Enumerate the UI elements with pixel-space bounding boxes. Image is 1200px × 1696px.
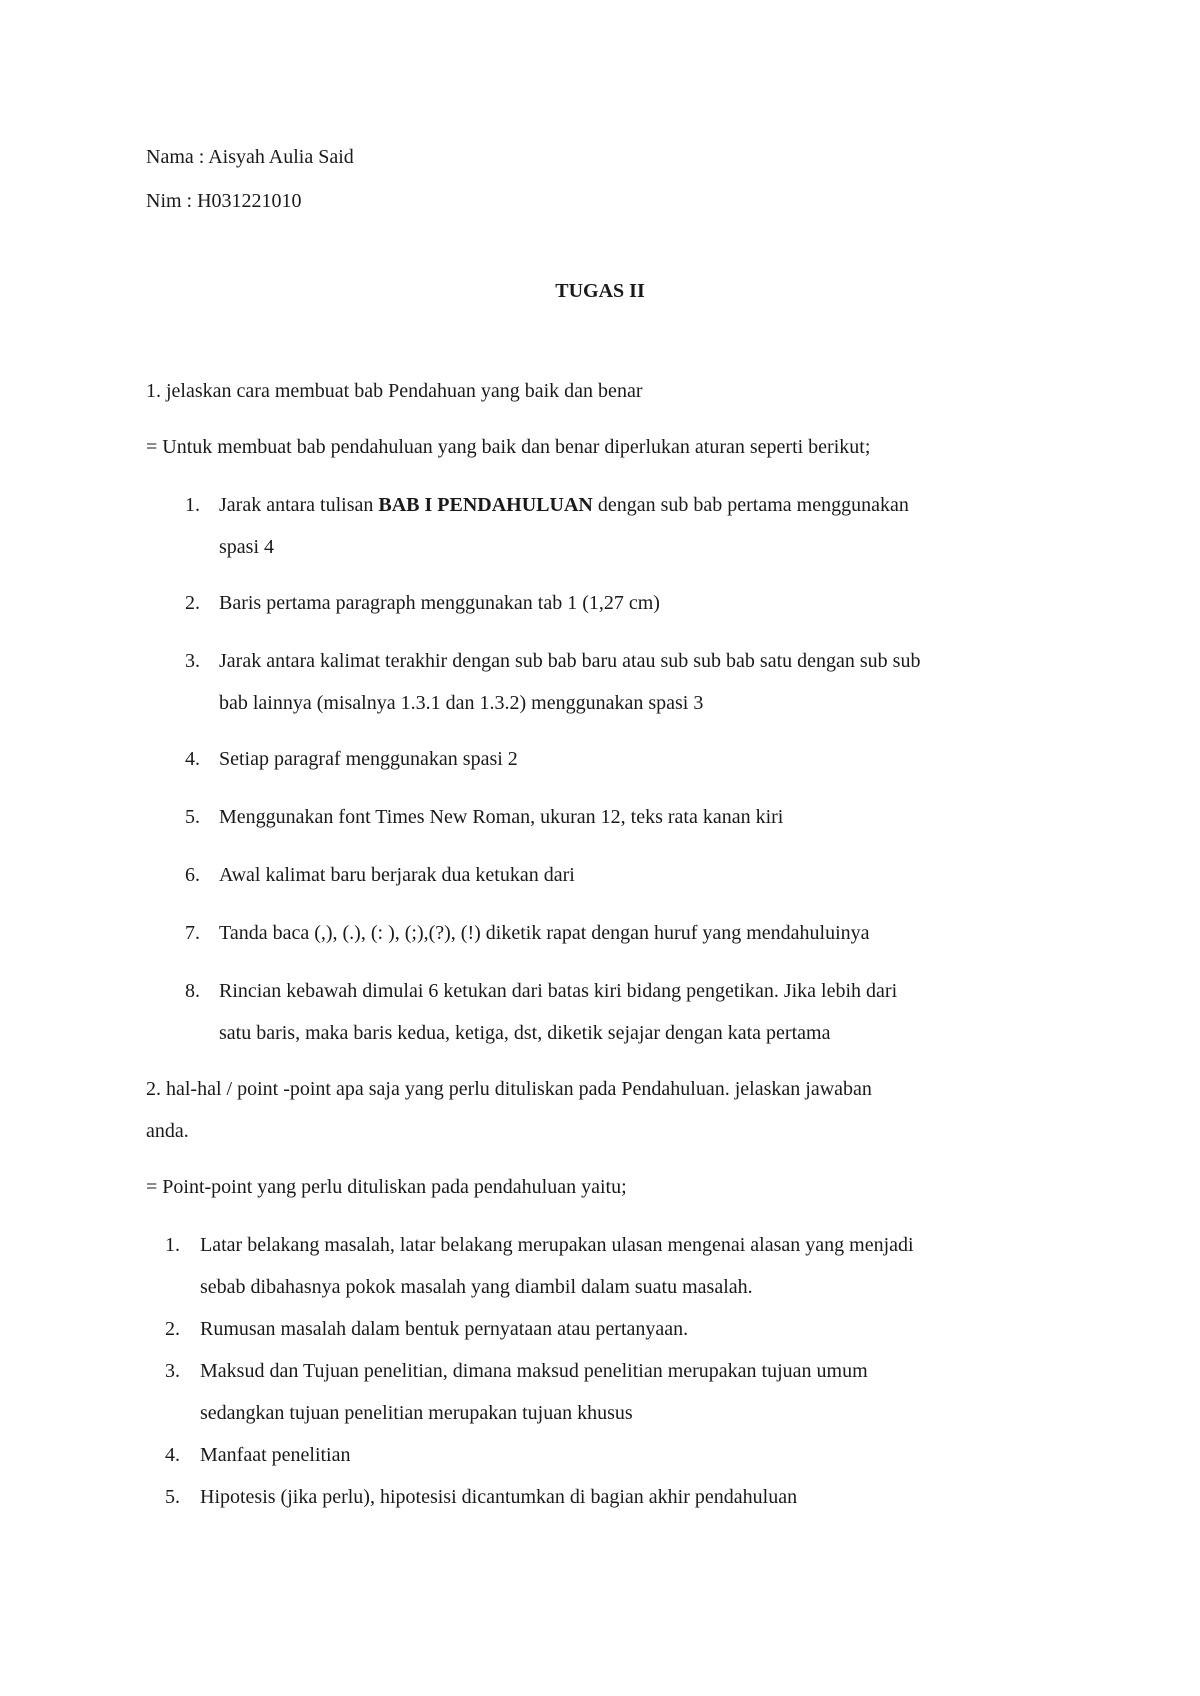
list-item-number: 1.: [165, 1234, 180, 1256]
list-item-text: Baris pertama paragraph menggunakan tab 1 (1,27 cm): [219, 592, 660, 614]
list-item-text: Latar belakang masalah, latar belakang merupakan ulasan mengenai alasan yang menjadi: [200, 1234, 914, 1256]
list-item-number: 5.: [165, 1486, 180, 1508]
question-1-answer-intro: = Untuk membuat bab pendahuluan yang baik dan benar diperlukan aturan seperti berikut;: [146, 436, 871, 458]
list-item-text: Menggunakan font Times New Roman, ukuran 12, teks rata kanan kiri: [219, 806, 784, 828]
list-item-text: Setiap paragraf menggunakan spasi 2: [219, 748, 518, 770]
list-item-text: Jarak antara tulisan BAB I PENDAHULUAN dengan sub bab pertama menggunakan: [219, 494, 909, 516]
list-item-text: Hipotesis (jika perlu), hipotesisi dicantumkan di bagian akhir pendahuluan: [200, 1486, 798, 1508]
list-item-text: Maksud dan Tujuan penelitian, dimana maksud penelitian merupakan tujuan umum: [200, 1360, 868, 1382]
list-item-text-continued: spasi 4: [219, 536, 274, 558]
list-item-text-continued: satu baris, maka baris kedua, ketiga, dst, diketik sejajar dengan kata pertama: [219, 1022, 831, 1044]
list-item-number: 7.: [185, 922, 200, 944]
list-item-text: Tanda baca (,), (.), (: ), (;),(?), (!) diketik rapat dengan huruf yang mendahuluinya: [219, 922, 870, 944]
student-nim: Nim : H031221010: [146, 190, 302, 212]
list-item-text-continued: sedangkan tujuan penelitian merupakan tujuan khusus: [200, 1402, 633, 1424]
list-item-number: 3.: [185, 650, 200, 672]
list-item-number: 4.: [165, 1444, 180, 1466]
question-1-prompt: 1. jelaskan cara membuat bab Pendahuan yang baik dan benar: [146, 380, 643, 402]
list-item-text-continued: sebab dibahasnya pokok masalah yang diambil dalam suatu masalah.: [200, 1276, 753, 1298]
list-item-text: Jarak antara kalimat terakhir dengan sub bab baru atau sub sub bab satu dengan sub sub: [219, 650, 921, 672]
question-2-prompt-continued: anda.: [146, 1120, 189, 1142]
list-item-number: 4.: [185, 748, 200, 770]
list-item-text-continued: bab lainnya (misalnya 1.3.1 dan 1.3.2) menggunakan spasi 3: [219, 692, 704, 714]
student-name: Nama : Aisyah Aulia Said: [146, 146, 354, 168]
list-item-text: Manfaat penelitian: [200, 1444, 351, 1466]
list-item-number: 2.: [165, 1318, 180, 1340]
list-item-number: 5.: [185, 806, 200, 828]
list-item-number: 1.: [185, 494, 200, 516]
list-item-number: 3.: [165, 1360, 180, 1382]
bold-heading-text: BAB I PENDAHULUAN: [378, 494, 593, 516]
list-item-text: Rincian kebawah dimulai 6 ketukan dari batas kiri bidang pengetikan. Jika lebih dari: [219, 980, 898, 1002]
list-item-text: Awal kalimat baru berjarak dua ketukan dari: [219, 864, 575, 886]
list-item-text: Rumusan masalah dalam bentuk pernyataan atau pertanyaan.: [200, 1318, 689, 1340]
list-item-number: 2.: [185, 592, 200, 614]
list-item-number: 6.: [185, 864, 200, 886]
list-item-number: 8.: [185, 980, 200, 1002]
document-title: TUGAS II: [555, 280, 645, 302]
question-2-answer-intro: = Point-point yang perlu dituliskan pada pendahuluan yaitu;: [146, 1176, 627, 1198]
question-2-prompt: 2. hal-hal / point -point apa saja yang perlu dituliskan pada Pendahuluan. jelaskan jawaban: [146, 1078, 872, 1100]
